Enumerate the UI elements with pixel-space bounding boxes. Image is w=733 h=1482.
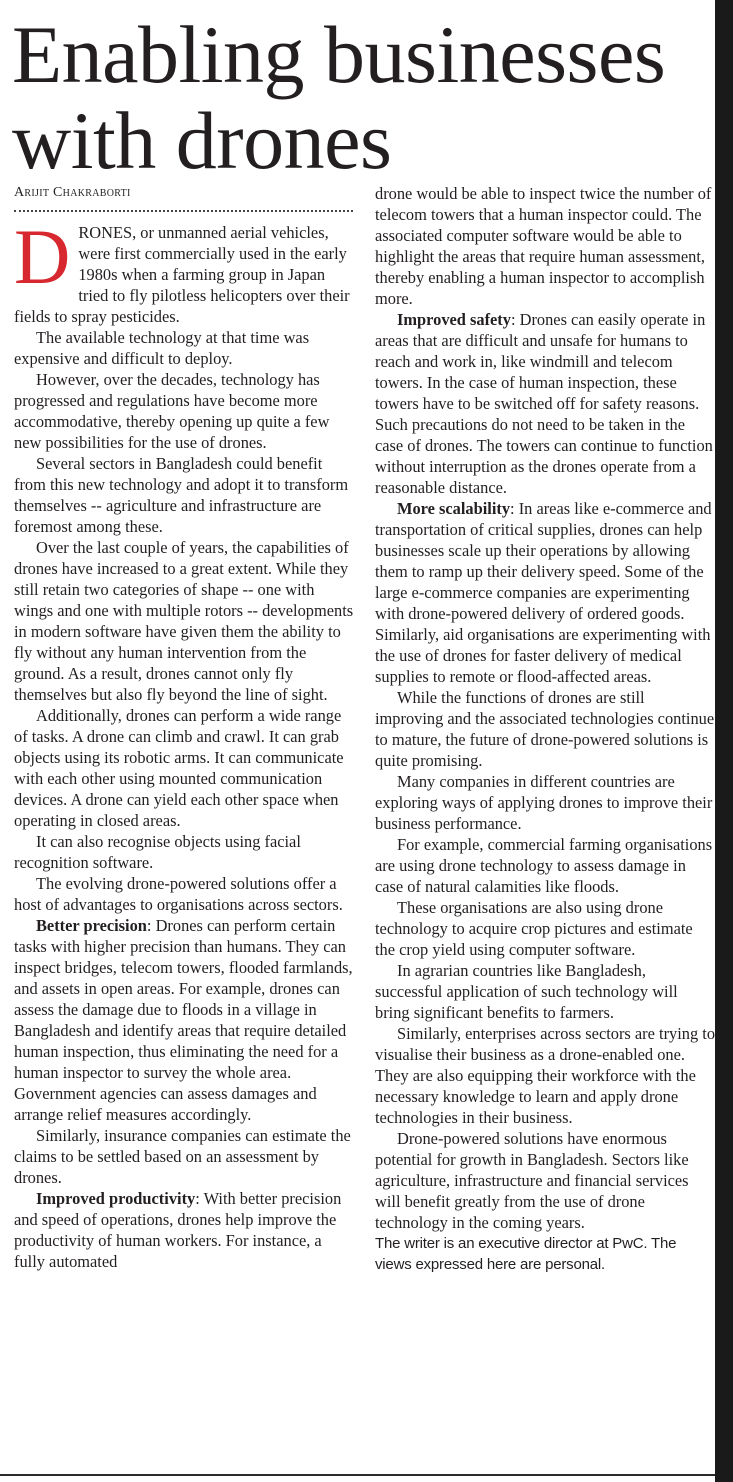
paragraph-text: : In areas like e-commerce and transportation of critical supplies, drones can help businesses scale up their operations by allowing them to ramp up their delivery speed. Some of the large e-commerce companies are experimenting with drone-powered delivery of ordered goods. Similarly, aid organisations are experimenting with the use of drones for faster delivery of medical supplies to remote or flood-affected areas. [375, 499, 712, 686]
drop-cap: D [14, 213, 71, 300]
paragraph-more-scalability [375, 498, 715, 687]
paragraph: Many companies in different countries are exploring ways of applying drones to improve their business performance. [375, 772, 713, 833]
article-column-1 [14, 213, 354, 1272]
paragraph-text: : Drones can easily operate in areas that are difficult and unsafe for humans to reach and work in, like windmill and telecom towers. In the case of human inspection, these towers have to be switched off for safety reasons. Such precautions do not need to be taken in the case of drones. The towers can continue to function without interruption as the drones operate from a reasonable distance. [375, 310, 713, 497]
paragraph-continued: drone would be able to inspect twice the number of telecom towers that a human inspector could. The associated computer software would be able to highlight the areas that require human assessment, thereby enabling a human inspector to accomplish more. [375, 184, 712, 308]
subhead-improved-safety: Improved safety [397, 310, 511, 329]
subhead-more-scalability: More scalability [397, 499, 511, 518]
headline-line-2: with drones [12, 95, 392, 186]
paragraph: In agrarian countries like Bangladesh, successful application of such technology will bring significant benefits to farmers. [375, 961, 678, 1022]
author-footnote: The writer is an executive director at PwC. The views expressed here are personal. [375, 1235, 677, 1273]
paragraph: For example, commercial farming organisations are using drone technology to assess damage in case of natural calamities like floods. [375, 835, 713, 896]
paragraph: Similarly, insurance companies can estimate the claims to be settled based on an assessment by drones. [14, 1126, 351, 1187]
paragraph: Additionally, drones can perform a wide range of tasks. A drone can climb and crawl. It can grab objects using its robotic arms. It can communicate with each other using mounted communication devices. A drone can yield each other space when operating in closed areas. [14, 706, 344, 830]
byline-divider [14, 210, 353, 212]
page-edge-bar [715, 0, 733, 1482]
paragraph-improved-productivity [14, 1188, 354, 1272]
lead-paragraph-text: RONES, or unmanned aerial vehicles, were first commercially used in the early 1980s when a farming group in Japan tried to fly pilotless helicopters over their fields to spray pesticides. [14, 223, 350, 326]
subhead-improved-productivity: Improved productivity [36, 1189, 196, 1208]
paragraph: The available technology at that time was expensive and difficult to deploy. [14, 328, 310, 368]
paragraph: These organisations are also using drone technology to acquire crop pictures and estimate the crop yield using computer software. [375, 898, 693, 959]
paragraph: It can also recognise objects using facial recognition software. [14, 832, 301, 872]
paragraph-text: : Drones can perform certain tasks with higher precision than humans. They can inspect bridges, telecom towers, flooded farmlands, and assets in open areas. For example, drones can assess the damage due to floods in a village in Bangladesh and identify areas that require detailed human inspection, thus eliminating the need for a human inspector to survey the whole area. Government agencies can assess damages and arrange relief measures accordingly. [14, 916, 353, 1124]
paragraph-text: : With better precision and speed of operations, drones help improve the productivity of human workers. For instance, a fully automated [14, 1189, 342, 1271]
paragraph: Drone-powered solutions have enormous potential for growth in Bangladesh. Sectors like agriculture, infrastructure and financial services will benefit greatly from the use of drone technology in the coming years. [375, 1129, 689, 1232]
paragraph: Similarly, enterprises across sectors are trying to visualise their business as a drone-enabled one. They are also equipping their workforce with the necessary knowledge to learn and apply drone technologies in their business. [375, 1024, 716, 1127]
paragraph: While the functions of drones are still improving and the associated technologies continue to mature, the future of drone-powered solutions is quite promising. [375, 688, 715, 770]
lead-paragraph [14, 213, 354, 327]
paragraph-better-precision [14, 915, 354, 1125]
headline [12, 9, 666, 186]
paragraph: The evolving drone-powered solutions offer a host of advantages to organisations across sectors. [14, 874, 343, 914]
paragraph: Several sectors in Bangladesh could benefit from this new technology and adopt it to transform themselves -- agriculture and infrastructure are foremost among these. [14, 454, 349, 536]
paragraph: Over the last couple of years, the capabilities of drones have increased to a great extent. While they still retain two categories of shape -- one with wings and one with multiple rotors -- developments in modern software have given them the ability to fly without any human intervention from the ground. As a result, drones cannot only fly themselves but also fly beyond the line of sight. [14, 538, 354, 704]
subhead-better-precision: Better precision [36, 916, 147, 935]
article-column-2 [375, 183, 715, 1275]
paragraph: However, over the decades, technology has progressed and regulations have become more accommodative, thereby opening up quite a few new possibilities for the use of drones. [14, 370, 330, 452]
bottom-divider [0, 1474, 715, 1476]
headline-line-1: Enabling businesses [12, 9, 666, 100]
byline: Arijit Chakraborti [14, 185, 131, 200]
paragraph-improved-safety [375, 309, 715, 498]
